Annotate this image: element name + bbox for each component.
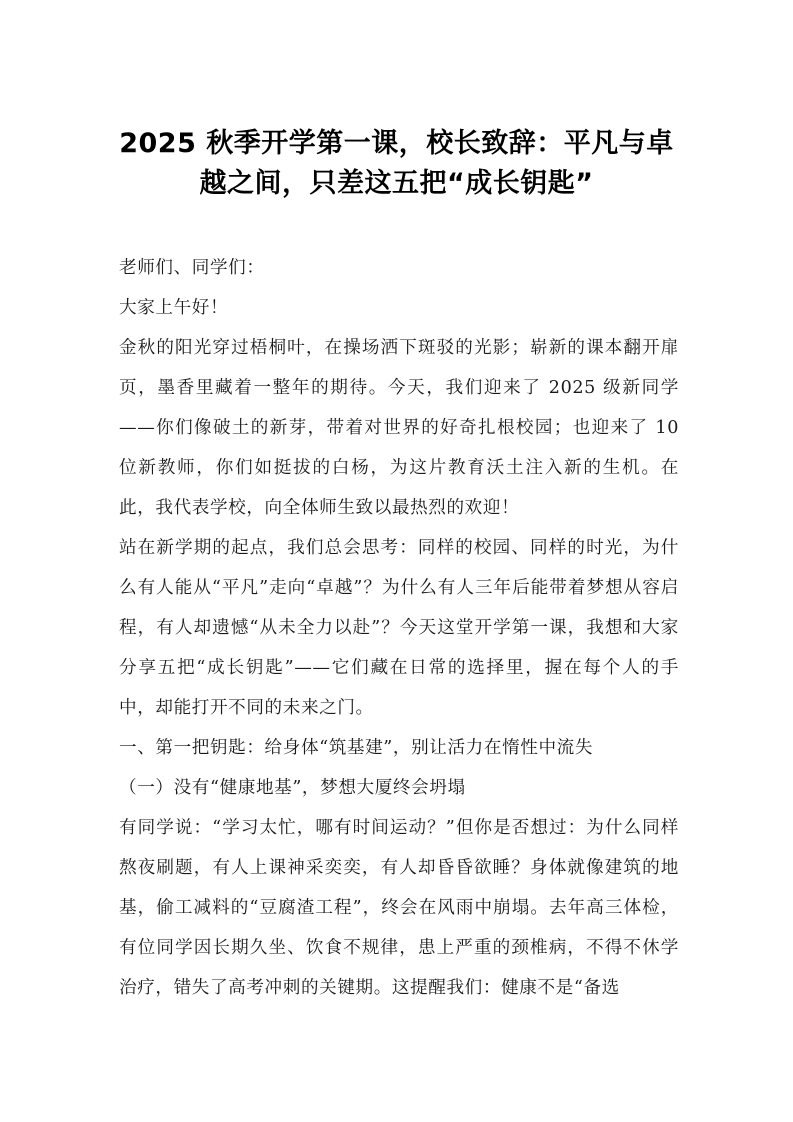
document-body [119, 248, 679, 1008]
subsection-heading-1-1: （一）没有“健康地基”，梦想大厦终会坍塌 [119, 778, 466, 798]
document-title: 2025 秋季开学第一课，校长致辞：平凡与卓越之间，只差这五把“成长钥匙” [119, 128, 674, 199]
paragraph-welcome: 金秋的阳光穿过梧桐叶，在操场洒下斑驳的光影；崭新的课本翻开扉页，墨香里藏着一整年的期待。今天，我们迎来了 2025 级新同学——你们像破土的新芽，带着对世界的好奇扎根校园；也迎来了 10 位新教师，你们如挺拔的白杨，为这片教育沃土注入新的生机。在此，我代表学校，向全体师生致以最热烈的欢迎！ [119, 338, 679, 518]
section-heading-1: 一、第一把钥匙：给身体“筑基建”，别让活力在惰性中流失 [119, 738, 594, 758]
greeting: 大家上午好！ [119, 298, 229, 318]
paragraph-health: 有同学说：“学习太忙，哪有时间运动？”但你是否想过：为什么同样熬夜刷题，有人上课神采奕奕，有人却昏昏欲睡？身体就像建筑的地基，偷工减料的“豆腐渣工程”，终会在风雨中崩塌。去年高三体检，有位同学因长期久坐、饮食不规律，患上严重的颈椎病，不得不休学治疗，错失了高考冲刺的关键期。这提醒我们：健康不是“备选 [119, 818, 679, 998]
paragraph-intro: 站在新学期的起点，我们总会思考：同样的校园、同样的时光，为什么有人能从“平凡”走向“卓越”？为什么有人三年后能带着梦想从容启程，有人却遗憾“从未全力以赴”？今天这堂开学第一课，我想和大家分享五把“成长钥匙”——它们藏在日常的选择里，握在每个人的手中，却能打开不同的未来之门。 [119, 538, 679, 718]
salutation: 老师们、同学们： [119, 258, 265, 278]
